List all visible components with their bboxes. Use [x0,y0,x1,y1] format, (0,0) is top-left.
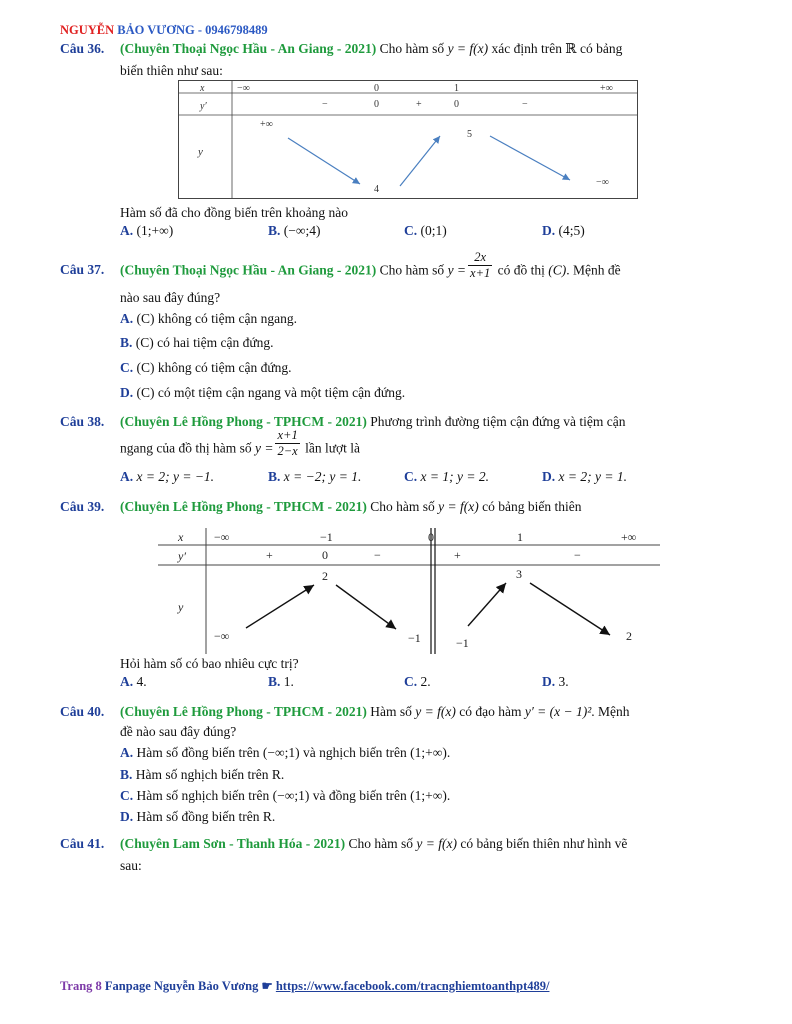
question-number: Câu 41. [60,836,105,851]
arrow-up [468,583,506,626]
facebook-link[interactable]: https://www.facebook.com/tracnghiemtoanthpt489/ [275,979,550,993]
y-value: −1 [456,636,469,650]
table-yp-label: y′ [178,549,186,563]
table-y-label: y [198,146,203,158]
arrow-up [246,585,314,628]
yp-sign: + [454,548,461,562]
x-value: 1 [454,83,459,94]
table-yp-label: y′ [200,101,207,112]
option-d: D. Hàm số đồng biến trên R. [120,809,276,824]
yp-sign: − [574,548,581,562]
x-value: −∞ [237,83,250,94]
x-value: 1 [517,530,523,544]
yp-sign: + [416,99,422,110]
question-stem-line2: biến thiên như sau: [120,63,223,78]
y-value: 2 [322,569,328,583]
option-c: (0;1) [420,223,447,238]
header-name-part1: NGUYỄN [60,23,118,37]
arrow-down [288,138,360,184]
yp-sign: − [322,99,328,110]
table-x-label: x [200,83,205,94]
question-number: Câu 39. [60,499,105,514]
option-a: A. (C) không có tiệm cận ngang. [120,311,297,326]
fraction: $\frac{x+1}{2-x}$ [277,428,298,458]
y-value: +∞ [260,119,273,130]
option-d: D. (C) có một tiệm cận ngang và một tiệm cận đứng. [120,385,406,400]
y-value: −∞ [596,177,609,188]
variation-table-36 [178,80,638,200]
option-a: x = 2; y = −1. [136,469,215,484]
option-a: A. Hàm số đồng biến trên (−∞;1) và nghịch biến trên (1;+∞). [120,745,451,760]
option-d: 3. [558,674,569,689]
question-source: (Chuyên Lam Sơn - Thanh Hóa - 2021) [120,836,346,851]
option-c: C. Hàm số nghịch biến trên (−∞;1) và đồng biến trên (1;+∞). [120,788,451,803]
question-source: (Chuyên Thoại Ngọc Hầu - An Giang - 2021) [120,262,377,278]
y-value: −1 [408,631,421,645]
yp-sign: 0 [454,99,459,110]
page-number: Trang 8 [60,979,102,993]
yp-sign: 0 [322,548,328,562]
hand-pointer-icon: ☛ [261,979,273,993]
question-number: Câu 36. [60,41,105,56]
question-source: (Chuyên Lê Hồng Phong - TPHCM - 2021) [120,704,367,719]
x-value: −∞ [214,530,230,544]
arrow-down [336,585,396,629]
y-value: 5 [467,129,472,140]
option-b: B. Hàm số nghịch biến trên R. [120,767,285,782]
question-number: Câu 40. [60,704,105,719]
option-a: 4. [136,674,147,689]
x-value: 0 [428,530,434,544]
x-value: −1 [320,530,333,544]
arrow-down [490,136,570,180]
fraction: $\frac{2x}{x+1}$ [470,250,491,280]
option-c: C. (C) không có tiệm cận đứng. [120,360,292,375]
table-y-label: y [178,600,184,614]
option-d: x = 2; y = 1. [558,469,627,484]
fanpage-label: Fanpage Nguyễn Bảo Vương [101,979,262,993]
question-source: (Chuyên Lê Hồng Phong - TPHCM - 2021) [120,414,367,429]
option-c: 2. [420,674,431,689]
option-b: x = −2; y = 1. [283,469,362,484]
option-b: 1. [283,674,294,689]
question-39-prompt: Hỏi hàm số có bao nhiêu cực trị? [120,656,299,671]
arrow-up [400,136,440,186]
arrow-down [530,583,610,635]
y-value: 4 [374,184,379,195]
option-b: (−∞;4) [283,223,321,238]
table-x-label: x [178,530,184,544]
yp-sign: − [522,99,528,110]
yp-sign: + [266,548,273,562]
x-value: +∞ [621,530,637,544]
question-source: (Chuyên Thoại Ngọc Hầu - An Giang - 2021) [120,41,377,56]
page-header [60,23,268,38]
option-a: (1;+∞) [136,223,174,238]
option-d: (4;5) [558,223,585,238]
variation-table-39 [158,528,660,654]
y-value: 3 [516,567,522,581]
yp-sign: − [374,548,381,562]
question-source: (Chuyên Lê Hồng Phong - TPHCM - 2021) [120,499,367,514]
x-value: 0 [374,83,379,94]
function-expr: y = f(x) [447,41,489,56]
derivative-expr: y′ = (x − 1)² [524,704,592,719]
question-36-prompt: Hàm số đã cho đồng biến trên khoảng nào [120,205,348,220]
header-name-part2: BẢO VƯƠNG - 0946798489 [117,23,268,37]
question-number: Câu 37. [60,262,105,277]
yp-sign: 0 [374,99,379,110]
y-value: 2 [626,629,632,643]
option-b: B. (C) có hai tiệm cận đứng. [120,335,274,350]
y-value: −∞ [214,629,230,643]
question-number: Câu 38. [60,414,105,429]
option-c: x = 1; y = 2. [420,469,489,484]
page-footer [60,978,549,994]
x-value: +∞ [600,83,613,94]
